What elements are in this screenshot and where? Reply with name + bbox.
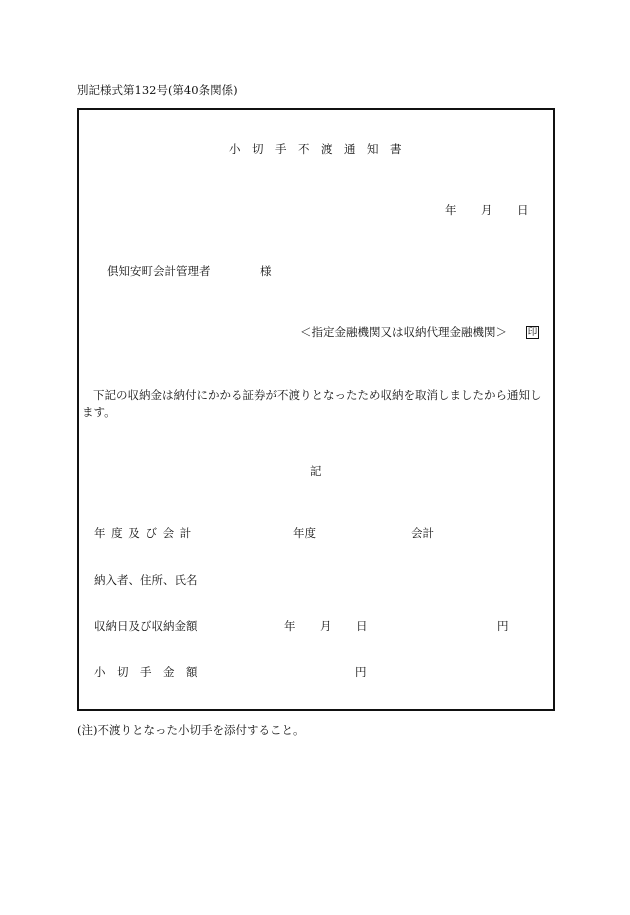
notice-body-text: 下記の収納金は納付にかかる証券が不渡りとなったため収納を取消しましたから通知します。 bbox=[82, 388, 542, 419]
check-yen-unit: 円 bbox=[355, 665, 367, 679]
date-day-unit: 日 bbox=[517, 203, 529, 217]
issuing-institution: ＜指定金融機関又は収納代理金融機関＞ bbox=[300, 325, 507, 339]
receipt-year-unit: 年 bbox=[284, 619, 296, 633]
fiscal-year-unit: 年度 bbox=[293, 526, 316, 540]
form-number-label: 別記様式第132号(第40条関係) bbox=[77, 83, 238, 97]
seal-mark: 印 bbox=[527, 326, 538, 338]
receipt-date-amount-label: 収納日及び収納金額 bbox=[94, 619, 198, 633]
addressee-name: 倶知安町会計管理者 bbox=[107, 264, 211, 278]
check-amount-label: 小 切 手 金 額 bbox=[94, 665, 198, 679]
receipt-yen-unit: 円 bbox=[497, 619, 509, 633]
account-unit: 会計 bbox=[411, 526, 434, 540]
date-year-unit: 年 bbox=[445, 203, 457, 217]
attachment-note: (注)不渡りとなった小切手を添付すること。 bbox=[77, 723, 305, 737]
date-month-unit: 月 bbox=[481, 203, 493, 217]
fiscal-year-account-label: 年 度 及 び 会 計 bbox=[94, 526, 193, 540]
receipt-month-unit: 月 bbox=[320, 619, 332, 633]
payer-address-name-label: 納入者、住所、氏名 bbox=[94, 573, 198, 587]
document-title: 小 切 手 不 渡 通 知 書 bbox=[229, 142, 402, 156]
ki-heading: 記 bbox=[310, 464, 322, 478]
addressee-honorific: 様 bbox=[260, 264, 272, 278]
receipt-day-unit: 日 bbox=[356, 619, 368, 633]
